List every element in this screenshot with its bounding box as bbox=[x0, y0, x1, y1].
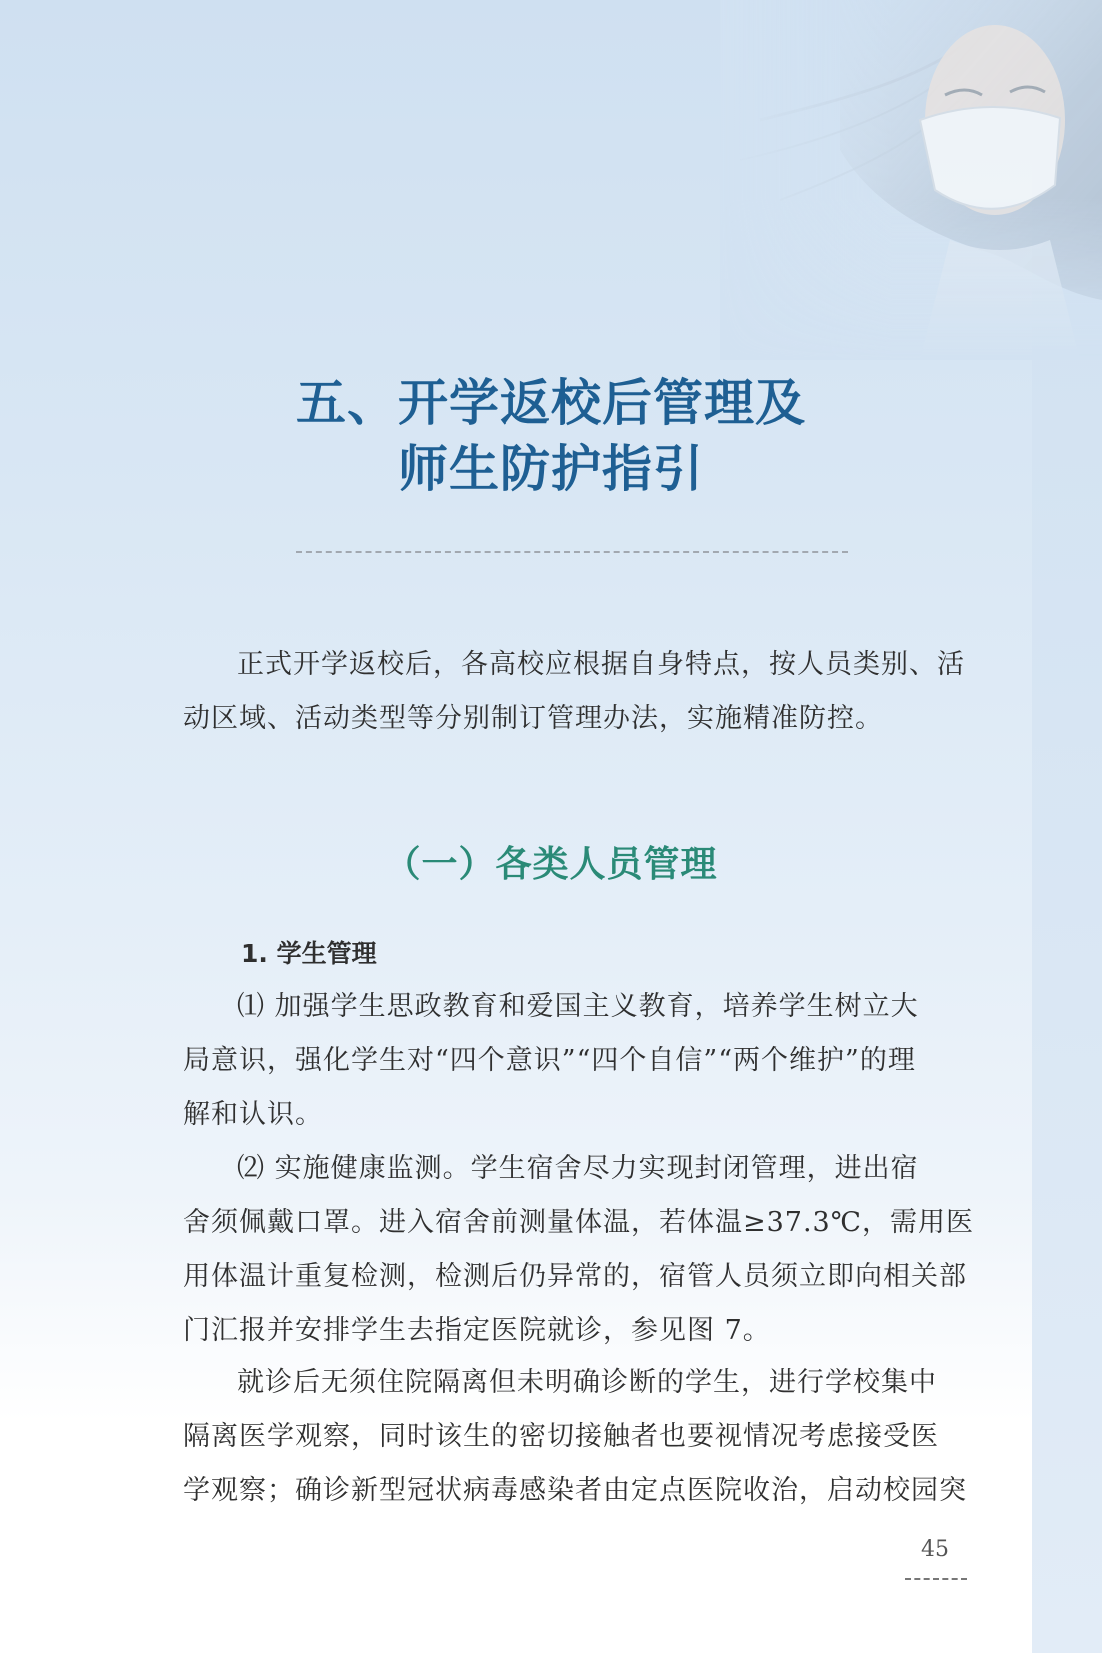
intro-line-2: 动区域、活动类型等分别制订管理办法，实施精准防控。 bbox=[183, 703, 883, 734]
page-number: 45 bbox=[921, 1537, 949, 1562]
item-2-paragraph bbox=[183, 1142, 973, 1358]
chapter-title bbox=[0, 370, 1102, 502]
intro-line-1: 正式开学返校后，各高校应根据自身特点，按人员类别、活 bbox=[237, 649, 965, 680]
masked-woman-photo bbox=[720, 0, 1102, 360]
paragraph-3 bbox=[183, 1356, 973, 1518]
item-2-line-2: 舍须佩戴口罩。进入宿舍前测量体温，若体温≥37.3℃，需用医 bbox=[183, 1207, 974, 1238]
chapter-title-line-2: 师生防护指引 bbox=[398, 440, 704, 498]
item-1-line-2: 局意识，强化学生对“四个意识”“四个自信”“两个维护”的理 bbox=[183, 1045, 916, 1076]
section-heading: （一）各类人员管理 bbox=[384, 843, 718, 885]
page-number-dashes bbox=[905, 1578, 967, 1580]
subsection-heading: 1. 学生管理 bbox=[241, 939, 377, 968]
item-2-line-4: 门汇报并安排学生去指定医院就诊，参见图 7。 bbox=[183, 1315, 771, 1346]
chapter-title-line-1: 五、开学返校后管理及 bbox=[296, 374, 806, 432]
item-1-line-1: ⑴ 加强学生思政教育和爱国主义教育，培养学生树立大 bbox=[237, 991, 919, 1022]
paragraph-3-line-1: 就诊后无须住院隔离但未明确诊断的学生，进行学校集中 bbox=[237, 1367, 937, 1398]
paragraph-3-line-3: 学观察；确诊新型冠状病毒感染者由定点医院收治，启动校园突 bbox=[183, 1475, 967, 1506]
item-2-line-3: 用体温计重复检测，检测后仍异常的，宿管人员须立即向相关部 bbox=[183, 1261, 967, 1292]
title-divider bbox=[296, 551, 848, 553]
item-1-line-3: 解和认识。 bbox=[183, 1099, 323, 1130]
item-1-paragraph bbox=[183, 980, 973, 1142]
item-2-line-1: ⑵ 实施健康监测。学生宿舍尽力实现封闭管理，进出宿 bbox=[237, 1153, 919, 1184]
paragraph-3-line-2: 隔离医学观察，同时该生的密切接触者也要视情况考虑接受医 bbox=[183, 1421, 939, 1452]
intro-paragraph bbox=[183, 638, 973, 746]
